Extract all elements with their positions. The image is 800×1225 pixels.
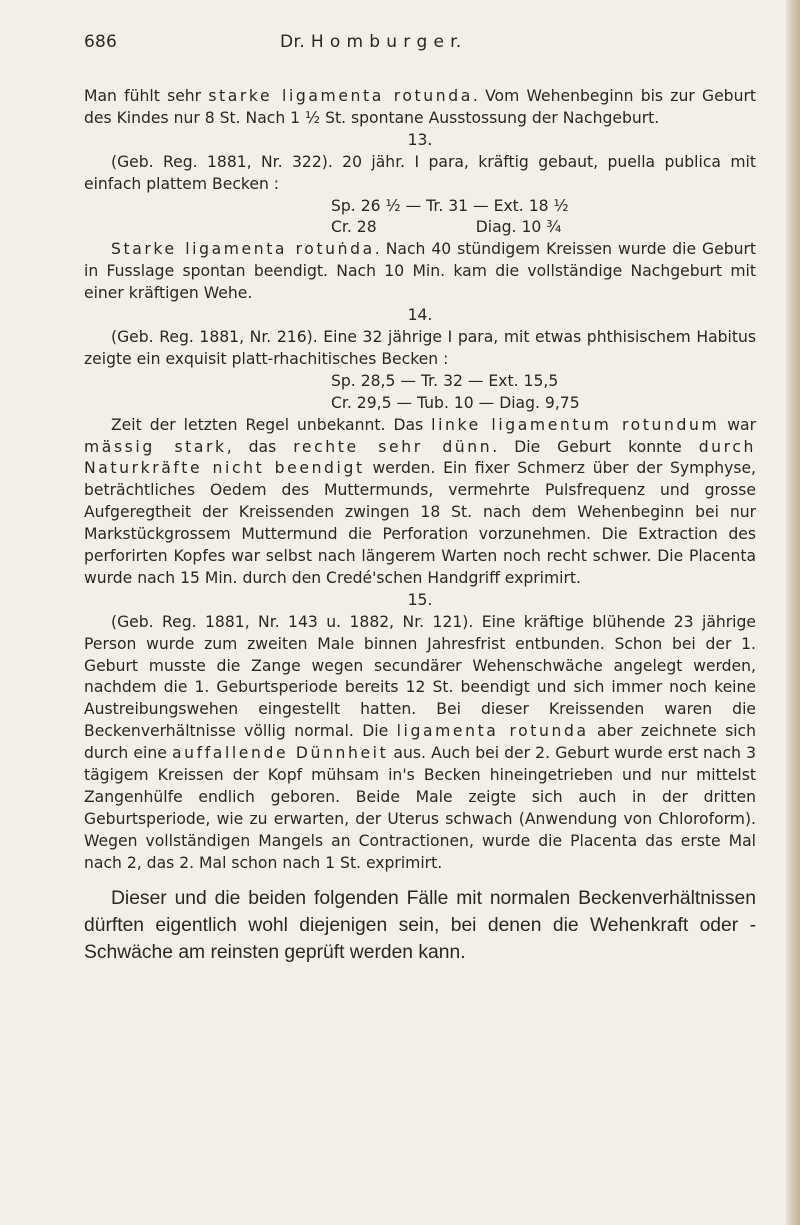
paragraph-intro — [84, 86, 756, 130]
text-segment: war — [719, 415, 756, 434]
case-number-14: 14. — [407, 306, 433, 325]
case-14-body — [84, 415, 756, 590]
case-number-13: 13. — [407, 130, 433, 149]
text-segment: . Die Geburt konnte — [492, 437, 699, 456]
spaced-emphasis: Starke ligamenta rotuṅda — [111, 240, 375, 259]
case-13-body — [84, 239, 756, 305]
page-number: 686 — [84, 32, 118, 52]
spaced-emphasis: mässig stark — [84, 437, 227, 456]
text-segment: Man fühlt sehr — [84, 87, 209, 105]
running-title: Dr. H o m b u r g e r. — [280, 32, 462, 52]
case-13-measurements-2: Cr. 28 Diag. 10 ¾ — [331, 218, 562, 237]
text-segment: . Nach 40 stündigem Kreissen wurde die Geburt in Fusslage spontan beendigt. Nach 10 Min. kam die vollständige Nachgeburt mit einer kräftigen Wehe. — [84, 240, 756, 303]
text-segment: werden. Ein fixer Schmerz über der Symphyse, beträchtliches Oedem des Muttermunds, vermehrte Pulsfrequenz und grosse Aufgeregtheit der Kreissenden zwingen 18 St. nach dem Wehenbeginn bei nur Markstückgrossem Muttermund die Perforation vorzunehmen. Die Extraction des perforirten Kopfes war selbst nach längerem Warten noch recht schwer. Die Placenta wurde nach 15 Min. durch den Credé'schen Handgriff exprimirt. — [84, 459, 756, 587]
spaced-emphasis: durch Naturkräfte nicht beendigt — [84, 437, 756, 478]
spaced-emphasis: linke ligamentum rotundum — [431, 415, 720, 434]
spaced-emphasis: rechte sehr dünn — [293, 437, 493, 456]
text-segment: (Geb. Reg. 1881, Nr. 143 u. 1882, Nr. 121). Eine kräftige blühende 23 jährige Person wurde zum zweiten Male binnen Jahresfrist entbunden. Schon bei der 1. Geburt musste die Zange wegen secundärer Wehenschwäche angelegt werden, nachdem die 1. Geburtsperiode bereits 12 St. beendigt und sich immer noch keine Austreibungswehen eingestellt hatten. Bei dieser Kreissenden waren die Beckenverhältnisse völlig normal. Die — [84, 612, 756, 741]
page-edge — [786, 0, 800, 1225]
text-segment: . Vom Wehenbeginn bis zur Geburt des Kindes nur 8 St. Nach 1 ½ St. spontane Ausstossung der Nachgeburt. — [84, 87, 756, 127]
text-segment: aus. Auch bei der 2. Geburt wurde erst nach 3 tägigem Kreissen der Kopf mühsam in's Becken hineingetrieben und nur mittelst Zangenhülfe endlich geboren. Beide Male zeigte sich auch in der dritten Geburtsperiode, wie zu erwarten, der Uterus schwach (Anwendung von Chloroform). Wegen vollständigen Mangels an Contractionen, wurde die Placenta das erste Mal nach 2, das 2. Mal schon nach 1 St. exprimirt. — [84, 744, 757, 872]
case-15-body — [84, 612, 756, 875]
case-13-measurements-1: Sp. 26 ½ — Tr. 31 — Ext. 18 ½ — [331, 196, 569, 215]
case-13-intro: (Geb. Reg. 1881, Nr. 322). 20 jähr. I para, kräftig gebaut, puella publica mit einfach plattem Becken : — [84, 152, 756, 193]
spaced-emphasis: auffallende Dünnheit — [171, 744, 389, 763]
case-14-measurements-1: Sp. 28,5 — Tr. 32 — Ext. 15,5 — [331, 371, 559, 390]
text-segment: , das — [226, 437, 294, 456]
spaced-emphasis: ligamenta rotunda — [396, 722, 589, 741]
text-segment: Zeit der letzten Regel unbekannt. Das — [111, 415, 432, 434]
spaced-emphasis: starke ligamenta rotunda — [208, 87, 473, 105]
case-number-15: 15. — [407, 590, 433, 609]
closing-paragraph: Dieser und die beiden folgenden Fälle mit normalen Beckenverhältnissen dürften eigentlich wohl diejenigen sein, bei denen die Wehenkraft oder -Schwäche am reinsten geprüft werden kann. — [84, 887, 756, 963]
text-segment: aber zeichnete sich durch eine — [84, 722, 757, 763]
book-page — [84, 32, 756, 966]
case-14-measurements-2: Cr. 29,5 — Tub. 10 — Diag. 9,75 — [331, 393, 580, 412]
page-header — [84, 32, 756, 60]
case-14-intro: (Geb. Reg. 1881, Nr. 216). Eine 32 jährige I para, mit etwas phthisischem Habitus zeigte ein exquisit platt-rhachitisches Becken : — [84, 327, 756, 368]
